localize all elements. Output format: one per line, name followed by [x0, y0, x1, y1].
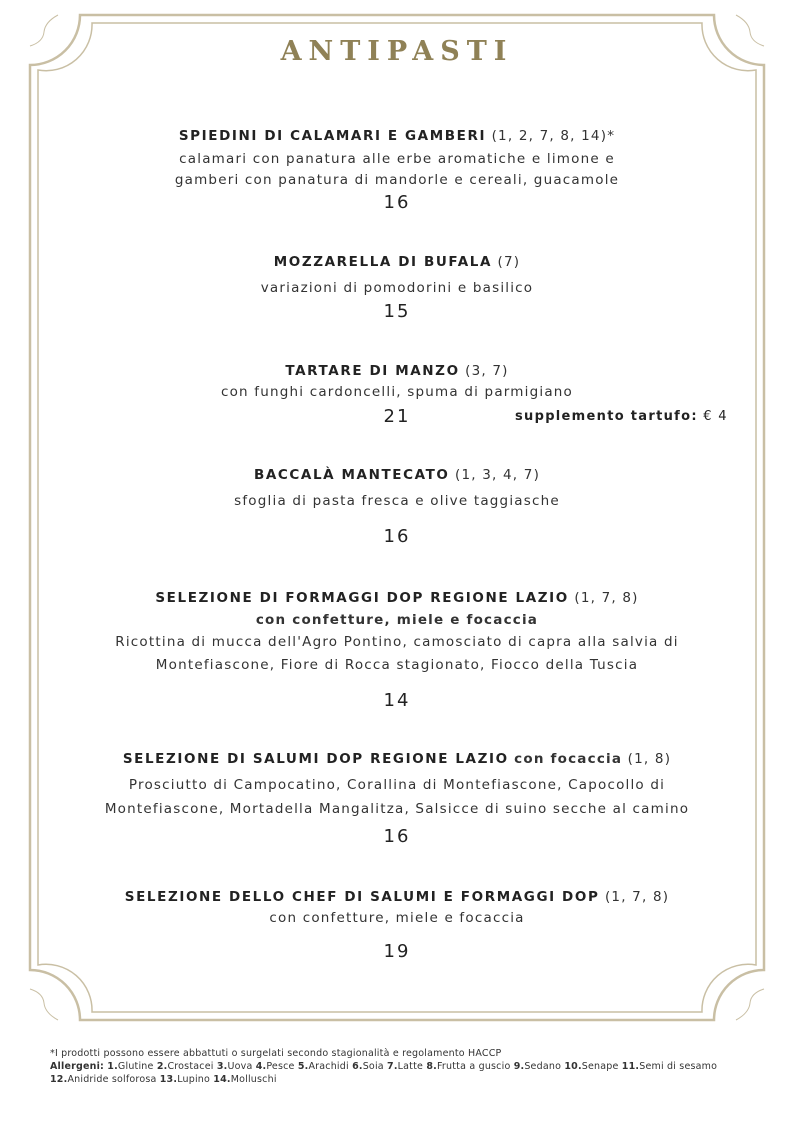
item-allergens: (1, 8) [627, 751, 672, 767]
item-heading [40, 751, 754, 767]
allergen-number: 13. [159, 1074, 178, 1085]
item-allergens: (1, 7, 8) [604, 889, 670, 905]
allergen-entry [298, 1061, 349, 1072]
allergen-number: 6. [352, 1061, 363, 1072]
allergen-label: Lupino [177, 1074, 211, 1085]
item-name: MOZZARELLA DI BUFALA [273, 254, 493, 270]
item-heading [40, 590, 754, 606]
item-heading [40, 128, 754, 144]
allergen-label: Sedano [524, 1061, 562, 1072]
allergen-number: 14. [213, 1074, 231, 1085]
allergen-number: 9. [513, 1061, 525, 1072]
footer-notes [50, 1047, 750, 1086]
item-description: con funghi cardoncelli, spuma di parmigiano [220, 384, 574, 400]
item-name: SELEZIONE DI FORMAGGI DOP REGIONE LAZIO [155, 590, 569, 606]
allergen-entry [426, 1061, 510, 1072]
allergen-label: Crostacei [167, 1061, 214, 1072]
item-allergens: (1, 2, 7, 8, 14)* [491, 128, 616, 144]
allergen-label: Soia [362, 1061, 384, 1072]
allergen-label: Anidride solforosa [67, 1074, 157, 1085]
allergen-label: Frutta a guscio [436, 1061, 511, 1072]
item-price: 16 [383, 826, 411, 847]
allergen-number: 3. [216, 1061, 228, 1072]
footer-note: *I prodotti possono essere abbattuti o surgelati secondo stagionalità e regolamento HACCP [50, 1048, 502, 1059]
item-name-suffix: con focaccia [514, 751, 623, 767]
supplement-label: supplemento tartufo: [515, 409, 698, 424]
allergen-number: 4. [255, 1061, 267, 1072]
allergen-number: 8. [426, 1061, 437, 1072]
item-price: 21 [383, 406, 411, 427]
item-description: sfoglia di pasta fresca e olive taggiasche [234, 493, 560, 509]
allergen-number: 12. [50, 1074, 68, 1085]
item-name: BACCALÀ MANTECATO [253, 467, 450, 483]
allergen-entry [387, 1061, 423, 1072]
allergens-legend [50, 1060, 750, 1086]
allergen-label: Glutine [117, 1061, 154, 1072]
item-heading [40, 467, 754, 483]
allergen-number: 2. [156, 1061, 168, 1072]
item-name: TARTARE DI MANZO [285, 363, 460, 379]
allergen-label: Uova [227, 1061, 253, 1072]
allergens-label: Allergeni: [50, 1061, 105, 1072]
item-heading [40, 363, 754, 379]
item-subtitle: con confetture, miele e focaccia [255, 612, 539, 628]
allergen-number: 1. [107, 1061, 118, 1072]
allergen-entry [564, 1061, 618, 1072]
item-price: 16 [383, 526, 411, 547]
item-allergens: (3, 7) [465, 363, 509, 379]
allergen-entry [514, 1061, 561, 1072]
item-name: SELEZIONE DI SALUMI DOP REGIONE LAZIO [122, 751, 509, 767]
allergen-label: Latte [397, 1061, 424, 1072]
item-description: Montefiascone, Fiore di Rocca stagionato, Fiocco della Tuscia [155, 657, 639, 673]
item-description: gamberi con panatura di mandorle e cereali, guacamole [174, 172, 620, 188]
item-price: 16 [383, 192, 411, 213]
allergen-entry [622, 1061, 717, 1072]
allergen-label: Molluschi [230, 1074, 277, 1085]
allergen-label: Arachidi [308, 1061, 349, 1072]
allergen-entry [217, 1061, 253, 1072]
allergen-entry [213, 1074, 276, 1085]
item-allergens: (7) [497, 254, 521, 270]
allergen-number: 5. [297, 1061, 309, 1072]
allergen-entry [157, 1061, 214, 1072]
item-allergens: (1, 7, 8) [574, 590, 639, 606]
allergen-label: Senape [581, 1061, 619, 1072]
item-price: 19 [383, 941, 411, 962]
supplement-value: € 4 [703, 409, 728, 424]
allergen-entry [160, 1074, 210, 1085]
item-heading [40, 889, 754, 905]
allergen-entry [352, 1061, 384, 1072]
item-price: 14 [383, 690, 411, 711]
allergen-label: Pesce [266, 1061, 295, 1072]
item-allergens: (1, 3, 4, 7) [455, 467, 541, 483]
item-name: SPIEDINI DI CALAMARI E GAMBERI [178, 128, 487, 144]
truffle-supplement [515, 409, 728, 424]
item-name: SELEZIONE DELLO CHEF DI SALUMI E FORMAGGI DOP [124, 889, 600, 905]
allergen-number: 10. [564, 1061, 582, 1072]
allergen-entry [256, 1061, 295, 1072]
item-description: Montefiascone, Mortadella Mangalitza, Salsicce di suino secche al camino [104, 801, 690, 817]
allergen-label: Semi di sesamo [639, 1061, 718, 1072]
allergen-entry [50, 1074, 157, 1085]
item-description: Prosciutto di Campocatino, Corallina di Montefiascone, Capocollo di [128, 777, 666, 793]
item-description: calamari con panatura alle erbe aromatiche e limone e [179, 151, 615, 167]
page-title: ANTIPASTI [280, 36, 514, 67]
allergen-number: 11. [621, 1061, 640, 1072]
item-heading [40, 254, 754, 270]
item-description: con confetture, miele e focaccia [269, 910, 525, 926]
item-price: 15 [383, 301, 411, 322]
item-description: Ricottina di mucca dell'Agro Pontino, camosciato di capra alla salvia di [115, 634, 679, 650]
allergen-entry [107, 1061, 153, 1072]
allergen-number: 7. [387, 1061, 398, 1072]
allergen-list [50, 1061, 717, 1085]
item-description: variazioni di pomodorini e basilico [260, 280, 534, 296]
